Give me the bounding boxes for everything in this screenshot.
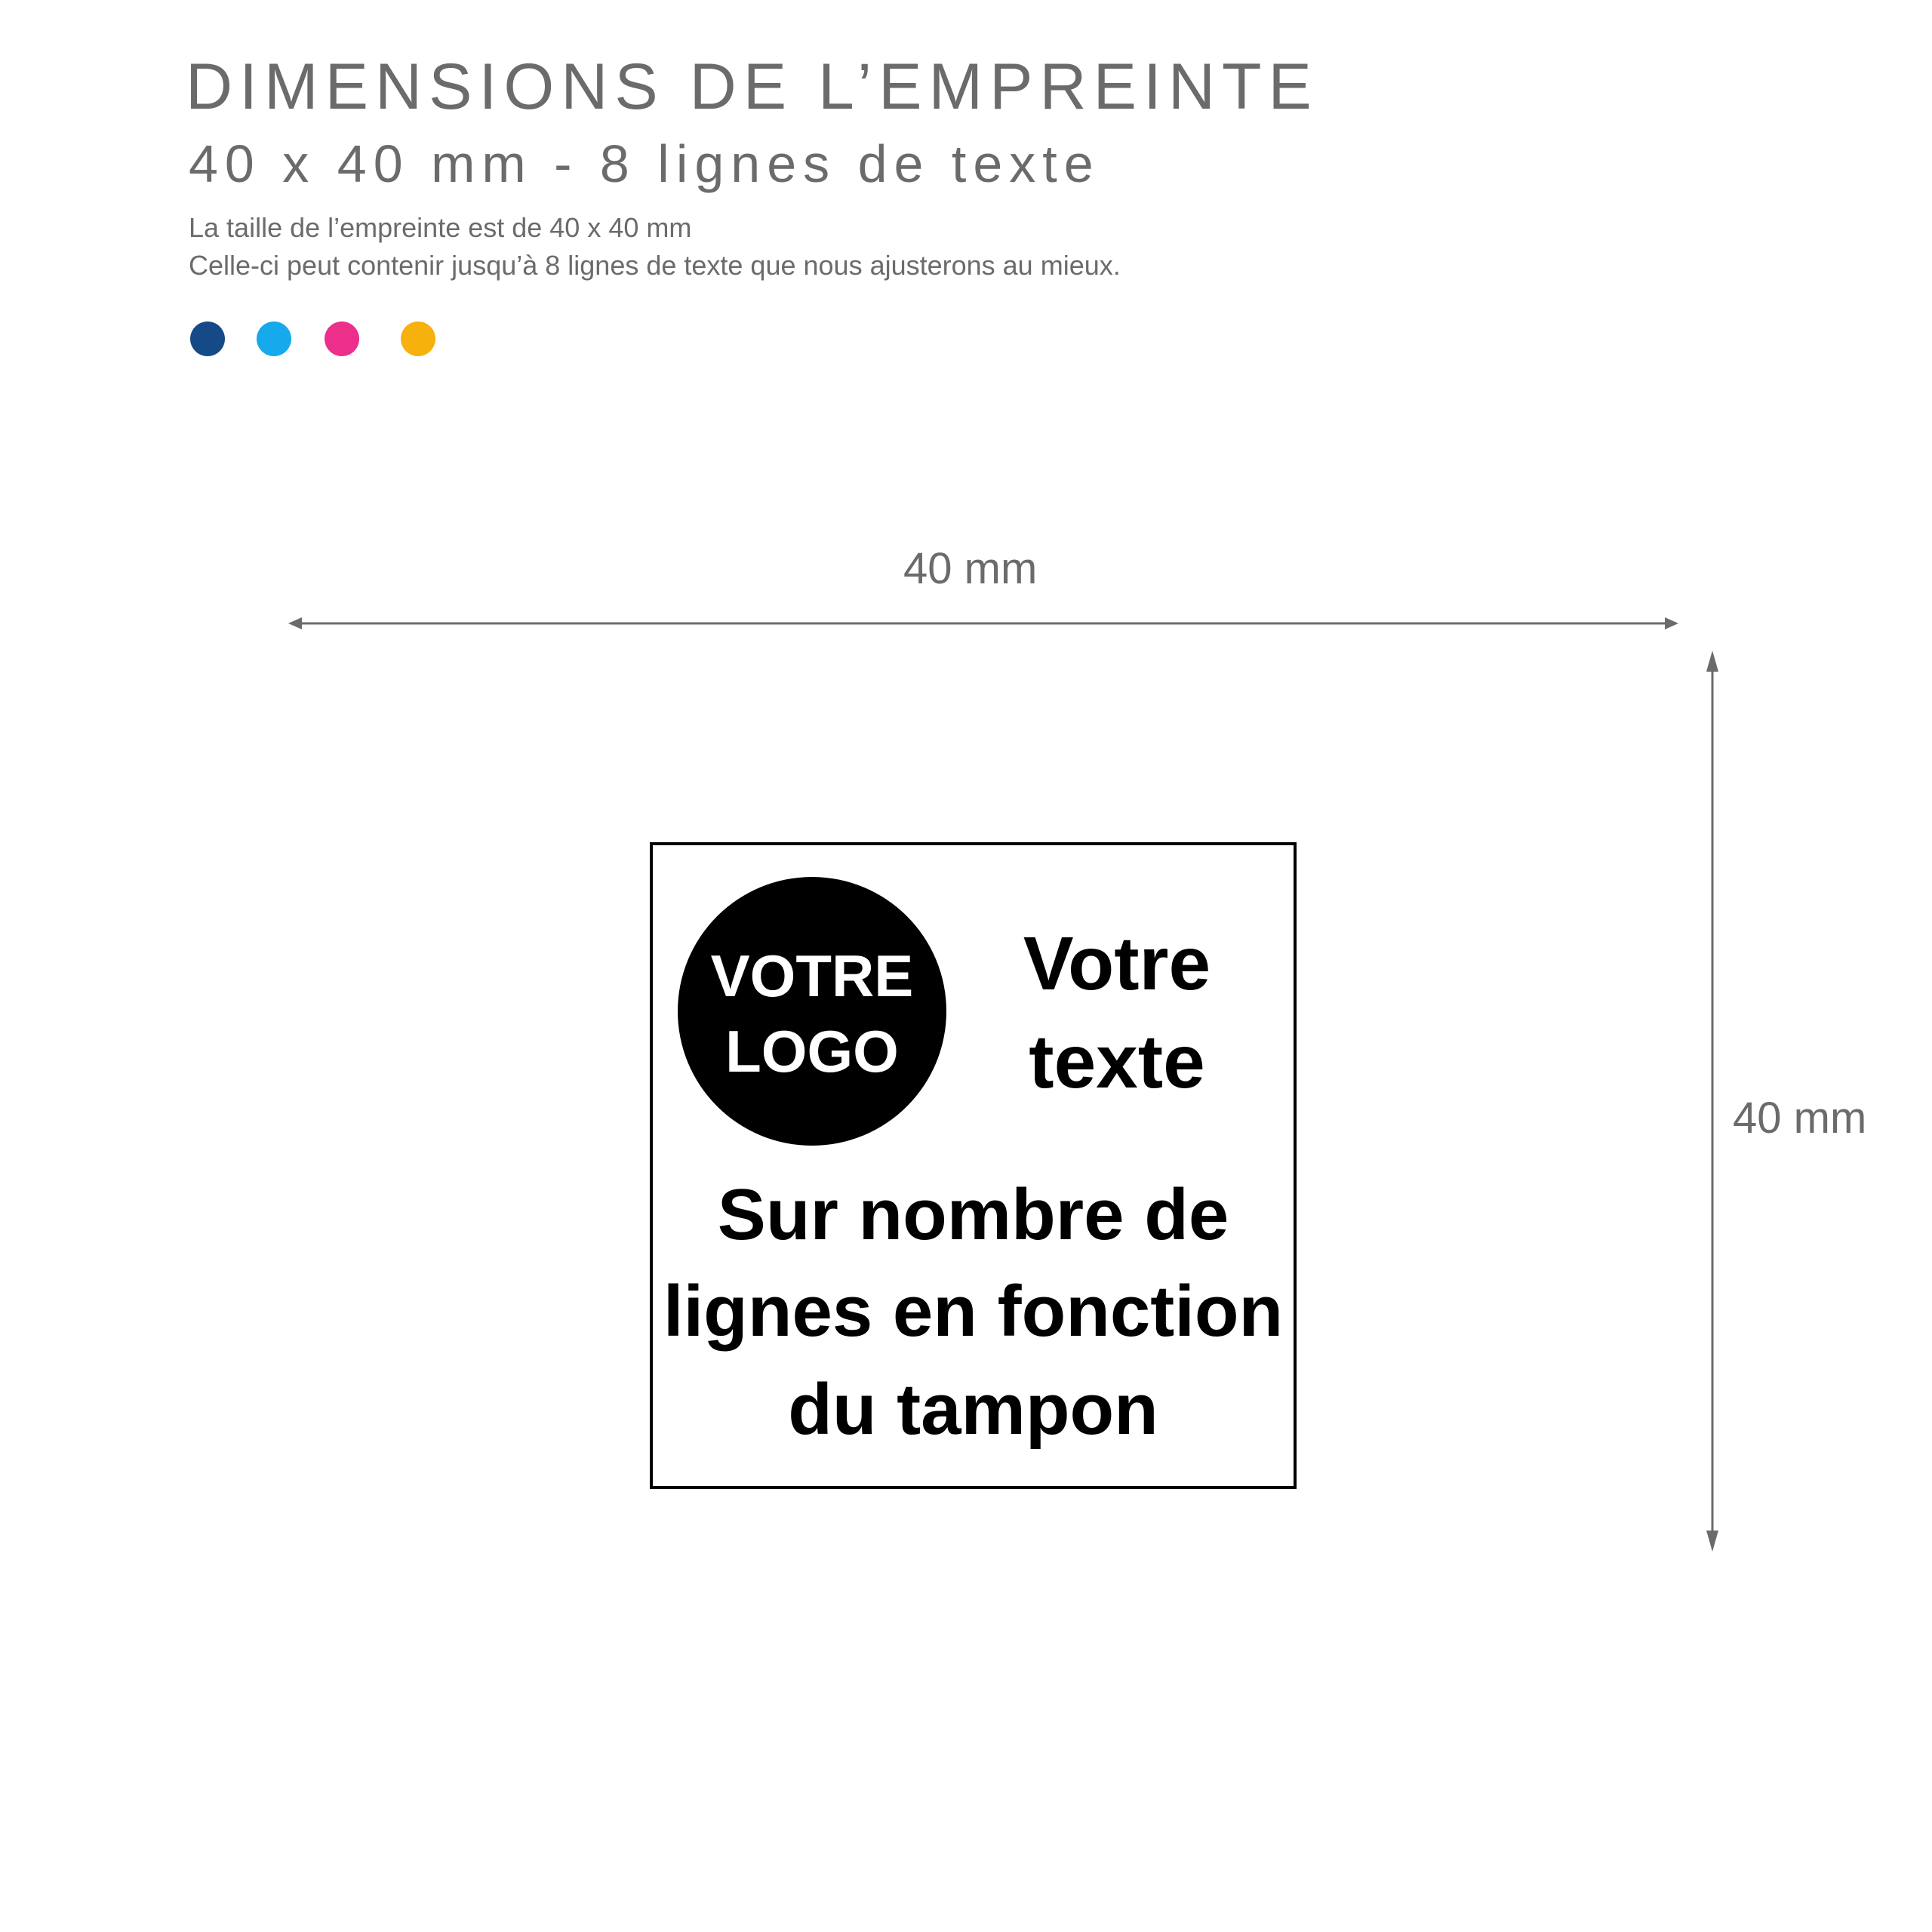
logo-placeholder xyxy=(678,877,946,1146)
logo-text-line-2: LOGO xyxy=(725,1018,899,1084)
width-arrow-right xyxy=(1665,617,1678,629)
description-line-1: La taille de l’empreinte est de 40 x 40 mm xyxy=(189,212,692,243)
stamp-text-line-1: Votre xyxy=(1023,921,1211,1006)
stamp-text-line-2: texte xyxy=(1029,1020,1205,1104)
stamp-body-line-3: du tampon xyxy=(788,1369,1158,1450)
stamp-body-line-2: lignes en fonction xyxy=(663,1271,1284,1352)
height-arrow-top xyxy=(1706,651,1718,672)
header-subtitle: 40 x 40 mm - 8 lignes de texte xyxy=(189,134,1100,193)
description-line-2: Celle-ci peut contenir jusqu’à 8 lignes de texte que nous ajusterons au mieux. xyxy=(189,250,1121,281)
logo-text-line-1: VOTRE xyxy=(710,943,914,1009)
width-dimension-label: 40 mm xyxy=(903,544,1038,593)
width-arrow-left xyxy=(288,617,302,629)
stamp-preview xyxy=(650,842,1297,1489)
height-arrow-bottom xyxy=(1706,1531,1718,1552)
header-title: DIMENSIONS DE L’EMPREINTE xyxy=(186,51,1318,123)
height-dimension-label: 40 mm xyxy=(1733,1094,1867,1143)
stamp-body-line-1: Sur nombre de xyxy=(717,1174,1229,1255)
